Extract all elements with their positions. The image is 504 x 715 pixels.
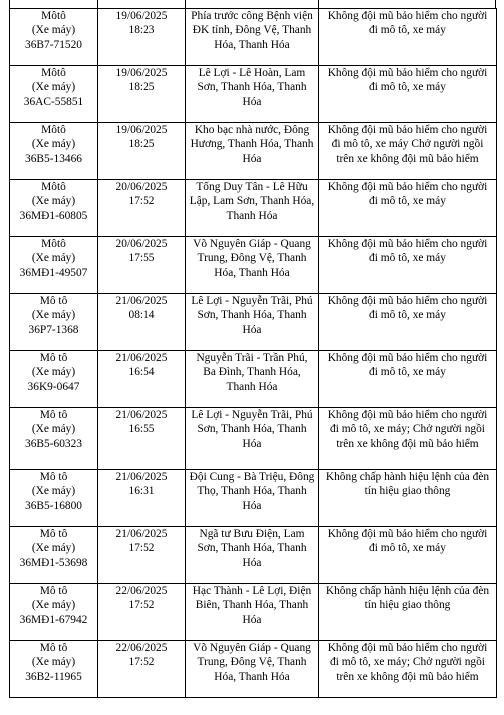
vehicle-type-line: Mô tô bbox=[39, 585, 68, 597]
license-plate: 36B5-16800 bbox=[25, 499, 82, 512]
vehicle-type-line: (Xe máy) bbox=[31, 599, 76, 612]
violation-date: 20/06/2025 bbox=[115, 181, 168, 193]
violation-time: 17:52 bbox=[128, 656, 155, 669]
location-cell: Ngã tư Bưu Điện, Lam Sơn, Thanh Hóa, Thanh Hóa bbox=[186, 527, 319, 584]
license-plate: 36B5-13466 bbox=[25, 152, 82, 165]
vehicle-type-line: Mô tô bbox=[39, 409, 68, 421]
vehicle-cell bbox=[10, 470, 98, 527]
violation-time: 08:14 bbox=[128, 309, 155, 322]
vehicle-cell bbox=[10, 351, 98, 408]
violation-date: 21/06/2025 bbox=[115, 295, 168, 307]
datetime-cell bbox=[98, 527, 186, 584]
location-cell: Võ Nguyên Giáp - Quang Trung, Đông Vệ, Thanh Hóa, Thanh Hóa bbox=[186, 641, 319, 698]
table-row bbox=[10, 294, 497, 351]
vehicle-type-line: Môtô bbox=[41, 181, 66, 193]
violation-date: 22/06/2025 bbox=[115, 642, 168, 654]
violation-time: 16:55 bbox=[128, 423, 155, 436]
violation-cell: Không đội mũ bảo hiểm cho người đi mô tô, xe máy bbox=[319, 351, 497, 408]
violation-cell: Không đội mũ bảo hiểm cho người đi mô tô, xe máy bbox=[319, 294, 497, 351]
violation-cell: Không chấp hành hiệu lệnh của đèn tín hiệu giao thông bbox=[319, 584, 497, 641]
table-top-continuation bbox=[9, 0, 496, 8]
license-plate: 36B2-11965 bbox=[25, 670, 82, 683]
violation-date: 19/06/2025 bbox=[115, 67, 168, 79]
violation-date: 21/06/2025 bbox=[115, 528, 168, 540]
violation-cell: Không đội mũ bảo hiểm cho người đi mô tô, xe máy; Chở người ngồi trên xe không đội mũ bảo hiểm bbox=[319, 408, 497, 470]
violation-cell: Không đội mũ bảo hiểm cho người đi mô tô, xe máy bbox=[319, 66, 497, 123]
datetime-cell bbox=[98, 9, 186, 66]
table-row bbox=[10, 237, 497, 294]
license-plate: 36MĐ1-53698 bbox=[19, 556, 88, 569]
datetime-cell bbox=[98, 123, 186, 180]
vehicle-type-line: (Xe máy) bbox=[31, 366, 76, 379]
violation-time: 18:25 bbox=[128, 81, 155, 94]
violation-time: 16:31 bbox=[128, 485, 155, 498]
vehicle-type-line: (Xe máy) bbox=[31, 252, 76, 265]
vehicle-type-line: Mô tô bbox=[39, 352, 68, 364]
violation-cell: Không đội mũ bảo hiểm cho người đi mô tô, xe máy; Chở người ngồi trên xe không đội mũ bảo hiểm bbox=[319, 641, 497, 698]
violation-cell: Không chấp hành hiệu lệnh của đèn tín hiệu giao thông bbox=[319, 470, 497, 527]
violation-cell: Không đội mũ bảo hiểm cho người đi mô tô, xe máy bbox=[319, 9, 497, 66]
table-row bbox=[10, 470, 497, 527]
vehicle-cell bbox=[10, 123, 98, 180]
location-cell: Kho bạc nhà nước, Đông Hương, Thanh Hóa, Thanh Hóa bbox=[186, 123, 319, 180]
datetime-cell bbox=[98, 294, 186, 351]
datetime-cell bbox=[98, 66, 186, 123]
vehicle-type-line: Mô tô bbox=[39, 642, 68, 654]
violation-date: 20/06/2025 bbox=[115, 238, 168, 250]
datetime-cell bbox=[98, 351, 186, 408]
violation-time: 17:52 bbox=[128, 542, 155, 555]
vehicle-type-line: (Xe máy) bbox=[31, 81, 76, 94]
table-row bbox=[10, 584, 497, 641]
datetime-cell bbox=[98, 408, 186, 470]
location-cell: Lê Lợi - Nguyễn Trãi, Phú Sơn, Thanh Hóa, Thanh Hóa bbox=[186, 408, 319, 470]
location-cell: Nguyễn Trãi - Trần Phú, Ba Đình, Thanh Hóa, Thanh Hóa bbox=[186, 351, 319, 408]
datetime-cell bbox=[98, 237, 186, 294]
license-plate: 36MĐ1-67942 bbox=[19, 613, 88, 626]
violation-date: 21/06/2025 bbox=[115, 471, 168, 483]
vehicle-type-line: (Xe máy) bbox=[31, 656, 76, 669]
violation-time: 17:52 bbox=[128, 195, 155, 208]
table-row bbox=[10, 9, 497, 66]
vehicle-type-line: (Xe máy) bbox=[31, 195, 76, 208]
location-cell: Hạc Thành - Lê Lợi, Điện Biên, Thanh Hóa, Thanh Hóa bbox=[186, 584, 319, 641]
vehicle-type-line: (Xe máy) bbox=[31, 542, 76, 555]
vehicle-type-line: Mô tô bbox=[39, 295, 68, 307]
violation-time: 18:25 bbox=[128, 138, 155, 151]
violation-time: 18:23 bbox=[128, 24, 155, 37]
vehicle-type-line: Môtô bbox=[41, 124, 66, 136]
vehicle-cell bbox=[10, 527, 98, 584]
violation-date: 19/06/2025 bbox=[115, 124, 168, 136]
location-cell: Phía trước công Bệnh viện ĐK tỉnh, Đông Vệ, Thanh Hóa, Thanh Hóa bbox=[186, 9, 319, 66]
datetime-cell bbox=[98, 584, 186, 641]
violations-table-body bbox=[10, 9, 497, 698]
violation-date: 19/06/2025 bbox=[115, 10, 168, 22]
vehicle-cell bbox=[10, 237, 98, 294]
violation-time: 17:52 bbox=[128, 599, 155, 612]
location-cell: Lê Lợi - Nguyễn Trãi, Phú Sơn, Thanh Hóa, Thanh Hóa bbox=[186, 294, 319, 351]
vehicle-cell bbox=[10, 9, 98, 66]
license-plate: 36K9-0647 bbox=[27, 380, 80, 393]
datetime-cell bbox=[98, 470, 186, 527]
table-row bbox=[10, 527, 497, 584]
vehicle-type-line: (Xe máy) bbox=[31, 24, 76, 37]
license-plate: 36B5-60323 bbox=[25, 437, 82, 450]
table-row bbox=[10, 641, 497, 698]
violation-cell: Không đội mũ bảo hiểm cho người đi mô tô, xe máy bbox=[319, 527, 497, 584]
location-cell: Đội Cung - Bà Triệu, Đông Thọ, Thanh Hóa, Thanh Hóa bbox=[186, 470, 319, 527]
violation-cell: Không đội mũ bảo hiểm cho người đi mô tô, xe máy Chở người ngồi trên xe không đội mũ bảo hiểm bbox=[319, 123, 497, 180]
vehicle-cell bbox=[10, 408, 98, 470]
vehicle-cell bbox=[10, 584, 98, 641]
vehicle-cell bbox=[10, 641, 98, 698]
violation-date: 21/06/2025 bbox=[115, 409, 168, 421]
vehicle-type-line: (Xe máy) bbox=[31, 423, 76, 436]
violations-table bbox=[9, 8, 497, 698]
table-row bbox=[10, 66, 497, 123]
table-row bbox=[10, 180, 497, 237]
vehicle-cell bbox=[10, 180, 98, 237]
table-row bbox=[10, 408, 497, 470]
vehicle-type-line: (Xe máy) bbox=[31, 138, 76, 151]
vehicle-type-line: Môtô bbox=[41, 238, 66, 250]
vehicle-type-line: (Xe máy) bbox=[31, 309, 76, 322]
license-plate: 36B7-71520 bbox=[25, 38, 82, 51]
vehicle-cell bbox=[10, 66, 98, 123]
license-plate: 36MĐ1-49507 bbox=[19, 266, 88, 279]
license-plate: 36P7-1368 bbox=[28, 323, 79, 336]
location-cell: Võ Nguyên Giáp - Quang Trung, Đông Vệ, Thanh Hóa, Thanh Hóa bbox=[186, 237, 319, 294]
violation-date: 22/06/2025 bbox=[115, 585, 168, 597]
vehicle-type-line: Mô tô bbox=[39, 471, 68, 483]
location-cell: Tống Duy Tân - Lê Hữu Lập, Lam Sơn, Thanh Hóa, Thanh Hóa bbox=[186, 180, 319, 237]
violation-time: 16:54 bbox=[128, 366, 155, 379]
violation-time: 17:55 bbox=[128, 252, 155, 265]
vehicle-type-line: (Xe máy) bbox=[31, 485, 76, 498]
violation-cell: Không đội mũ bảo hiểm cho người đi mô tô, xe máy bbox=[319, 237, 497, 294]
license-plate: 36MĐ1-60805 bbox=[19, 209, 88, 222]
location-cell: Lê Lợi - Lê Hoàn, Lam Sơn, Thanh Hóa, Thanh Hóa bbox=[186, 66, 319, 123]
datetime-cell bbox=[98, 180, 186, 237]
datetime-cell bbox=[98, 641, 186, 698]
vehicle-type-line: Mô tô bbox=[39, 528, 68, 540]
table-row bbox=[10, 351, 497, 408]
violation-date: 21/06/2025 bbox=[115, 352, 168, 364]
vehicle-type-line: Môtô bbox=[41, 10, 66, 22]
table-row bbox=[10, 123, 497, 180]
vehicle-cell bbox=[10, 294, 98, 351]
violation-cell: Không đội mũ bảo hiểm cho người đi mô tô, xe máy bbox=[319, 180, 497, 237]
vehicle-type-line: Môtô bbox=[41, 67, 66, 79]
license-plate: 36AC-55851 bbox=[23, 95, 84, 108]
